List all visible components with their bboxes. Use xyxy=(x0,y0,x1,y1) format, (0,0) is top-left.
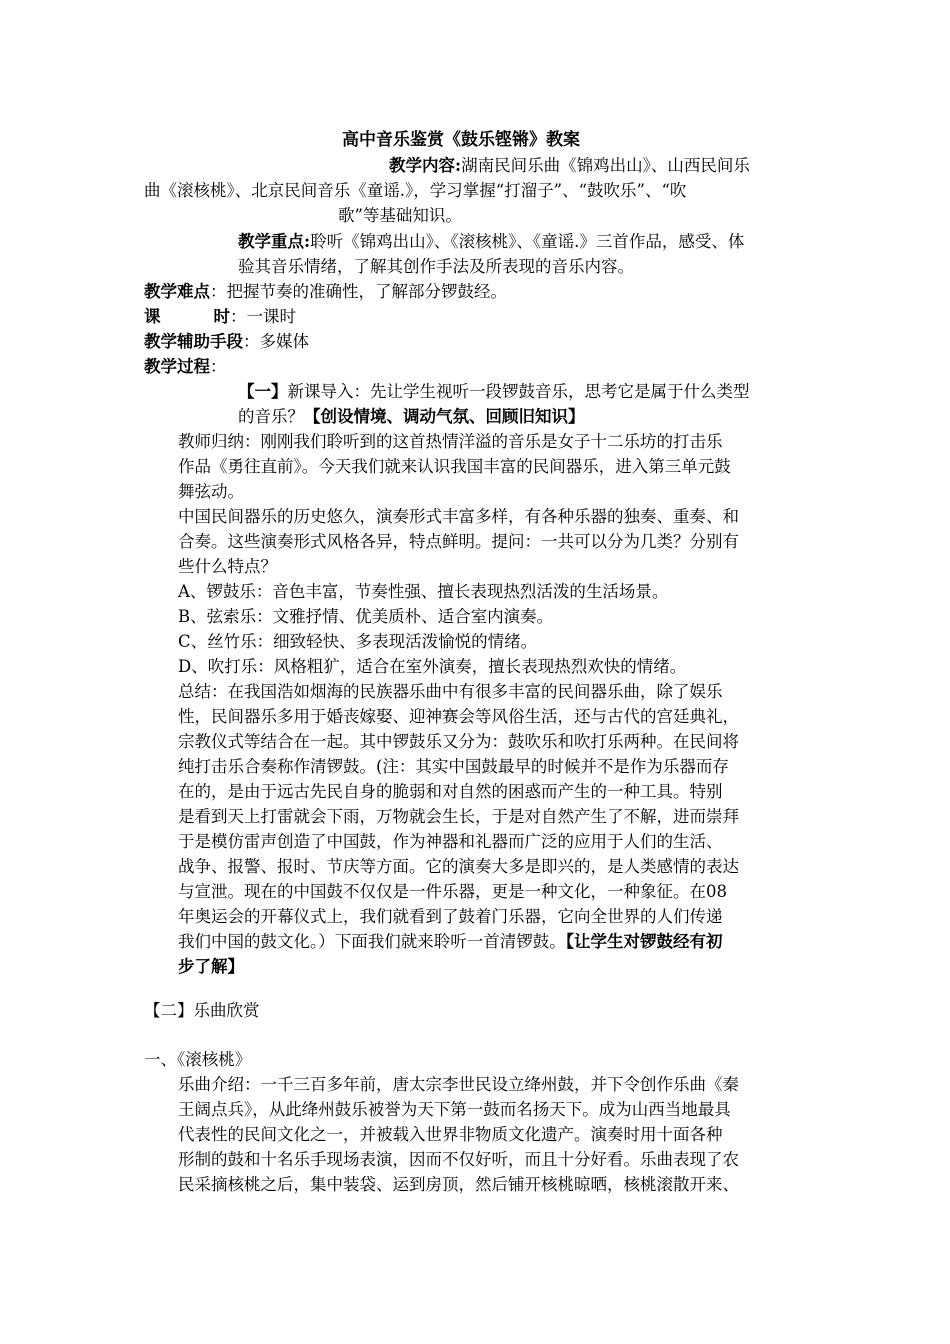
content-label: 教学内容: xyxy=(389,156,462,175)
intro-line-1 xyxy=(238,379,750,404)
content-text-1: 湖南民间乐曲《锦鸡出山》、山西民间乐 xyxy=(461,156,750,175)
body-line: 中国民间器乐的历史悠久，演奏形式丰富多样，有各种乐器的独奏、重奏、和 xyxy=(178,507,739,526)
hours-text: ：一课时 xyxy=(230,307,296,326)
list-item-d: D、吹打乐：风格粗犷，适合在室外演奏，擅长表现热烈欢快的情绪。 xyxy=(178,657,687,676)
body-line: 教师归纳：刚刚我们聆听到的这首热情洋溢的音乐是女子十二乐坊的打击乐 xyxy=(178,432,723,451)
piece-line: 民采摘核桃之后，集中装袋、运到房顶，然后铺开核桃晾晒，核桃滚散开来、 xyxy=(178,1175,739,1194)
content-line-3: 歌”等基础知识。 xyxy=(338,206,462,225)
body-last-note: 【让学生对锣鼓经有初 xyxy=(565,932,723,951)
piece-1-heading: 一、《滚核桃》 xyxy=(144,1050,252,1069)
difficulty-text: ：把握节奏的准确性，了解部分锣鼓经。 xyxy=(210,282,507,301)
section-2-heading: 【二】乐曲欣赏 xyxy=(144,1001,260,1020)
intro-line-2 xyxy=(238,404,585,429)
piece-line: 乐曲介绍：一千三百多年前，唐太宗李世民设立绛州鼓，并下令创作乐曲《秦 xyxy=(178,1075,739,1094)
intro-text-1: 新课导入：先让学生视听一段锣鼓音乐，思考它是属于什么类型 xyxy=(287,382,750,401)
body-last-note-end: 步了解】 xyxy=(178,957,244,976)
body-line: 与宣泄。现在的中国鼓不仅仅是一件乐器，更是一种文化，一种象征。在08 xyxy=(178,882,727,901)
body-line: 些什么特点？ xyxy=(178,557,277,576)
intro-note: 【创设情境、调动气氛、回顾旧知识】 xyxy=(304,407,585,426)
body-line: 舞弦动。 xyxy=(178,482,244,501)
body-line: 纯打击乐合奏称作清锣鼓。(注：其实中国鼓最早的时候并不是作为乐器而存 xyxy=(178,757,729,776)
piece-line: 王阔点兵》，从此绛州鼓乐被誉为天下第一鼓而名扬天下。成为山西当地最具 xyxy=(178,1100,731,1119)
list-item-a: A、锣鼓乐：音色丰富，节奏性强、擅长表现热烈活泼的生活场景。 xyxy=(178,582,669,601)
body-line: 年奥运会的开幕仪式上，我们就看到了鼓着门乐器，它向全世界的人们传递 xyxy=(178,907,723,926)
body-line: 在的，是由于远古先民自身的脆弱和对自然的困惑而产生的一种工具。特别 xyxy=(178,782,723,801)
hours-label-a: 课 xyxy=(144,307,161,326)
intro-mark: 【一】 xyxy=(238,382,288,401)
hours-label-b: 时 xyxy=(213,307,230,326)
difficulty-label: 教学难点 xyxy=(144,282,210,301)
piece-line: 代表性的民间文化之一，并被载入世界非物质文化遗产。演奏时用十面各种 xyxy=(178,1125,723,1144)
content-line-1 xyxy=(389,153,750,178)
body-line: 总结：在我国浩如烟海的民族器乐曲中有很多丰富的民间器乐曲，除了娱乐 xyxy=(178,682,723,701)
piece-line: 形制的鼓和十名乐手现场表演，因而不仅好听，而且十分好看。乐曲表现了农 xyxy=(178,1150,739,1169)
key-line-2: 验其音乐情绪，了解其创作手法及所表现的音乐内容。 xyxy=(238,257,634,276)
difficulty-line xyxy=(144,279,507,304)
key-label: 教学重点: xyxy=(238,232,311,251)
process-colon: ： xyxy=(210,357,227,376)
body-line: 是看到天上打雷就会下雨，万物就会生长，于是对自然产生了不解，进而崇拜 xyxy=(178,807,739,826)
body-line: 作品《勇往直前》。今天我们就来认识我国丰富的民间器乐，进入第三单元鼓 xyxy=(178,457,731,476)
aids-line xyxy=(144,329,309,354)
intro-text-2: 的音乐？ xyxy=(238,407,304,426)
list-item-c: C、丝竹乐：细致轻快、多表现活泼愉悦的情绪。 xyxy=(178,632,538,651)
body-line: 性，民间器乐多用于婚丧嫁娶、迎神赛会等风俗生活，还与古代的宫廷典礼， xyxy=(178,707,739,726)
list-item-b: B、弦索乐：文雅抒情、优美质朴、适合室内演奏。 xyxy=(178,607,554,626)
body-line: 合奏。这些演奏形式风格各异，特点鲜明。提问：一共可以分为几类？分别有 xyxy=(178,532,739,551)
body-line: 于是模仿雷声创造了中国鼓，作为神器和礼器而广泛的应用于人们的生活、 xyxy=(178,832,723,851)
aids-label: 教学辅助手段 xyxy=(144,332,243,351)
body-line-last xyxy=(178,929,723,954)
process-label: 教学过程 xyxy=(144,357,210,376)
content-line-2: 曲《滚核桃》、北京民间音乐《童谣.》，学习掌握“打溜子”、“鼓吹乐”、“吹 xyxy=(144,181,687,200)
body-last-text: 我们中国的鼓文化。）下面我们就来聆听一首清锣鼓。 xyxy=(178,932,566,951)
doc-title: 高中音乐鉴赏《鼓乐铿锵》教案 xyxy=(342,130,580,150)
key-text-1: 聆听《锦鸡出山》、《滚核桃》、《童谣.》三首作品，感受、体 xyxy=(310,232,745,251)
body-line: 宗教仪式等结合在一起。其中锣鼓乐又分为：鼓吹乐和吹打乐两种。在民间将 xyxy=(178,732,739,751)
hours-line xyxy=(144,304,296,329)
key-line-1 xyxy=(238,229,744,254)
body-line: 战争、报警、报时、节庆等方面。它的演奏大多是即兴的，是人类感情的表达 xyxy=(178,857,739,876)
aids-text: ：多媒体 xyxy=(243,332,309,351)
process-line xyxy=(144,354,227,379)
